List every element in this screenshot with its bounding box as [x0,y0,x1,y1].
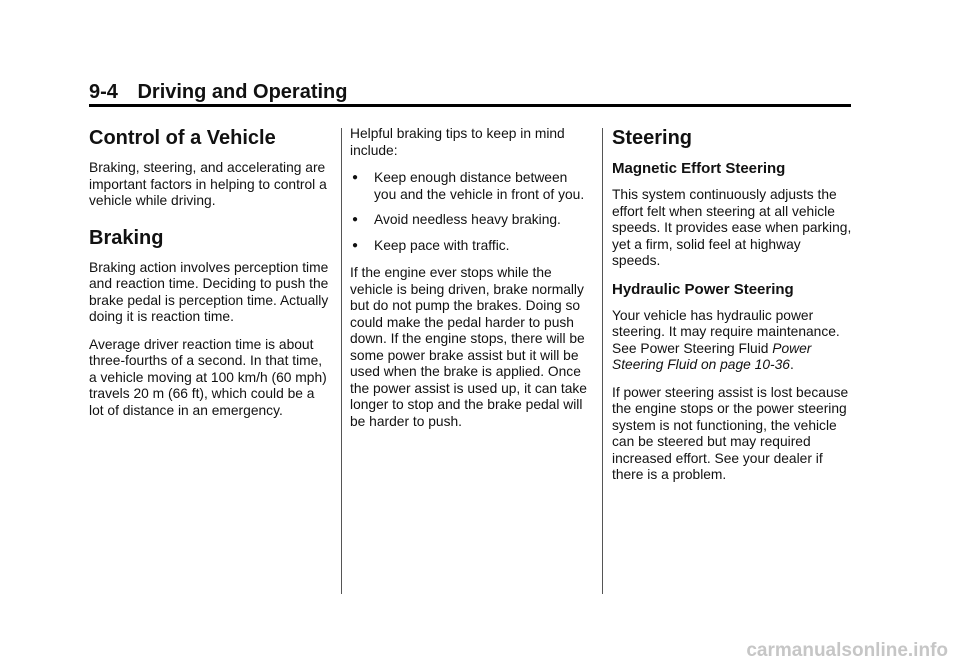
bullet-icon: ● [352,172,359,183]
page-header [89,80,348,104]
subheading-hydraulic-power-steering: Hydraulic Power Steering [612,280,794,298]
subheading-magnetic-effort-steering: Magnetic Effort Steering [612,160,786,177]
braking-tips-list [350,170,590,254]
paragraph-magnetic: This system continuously adjusts the effort felt when steering at all vehicle speeds. It provides ease when parking, yet a firm, solid feel at highway speeds. [612,187,852,268]
list-item [350,212,590,229]
list-item-text: Avoid needless heavy braking. [374,212,561,227]
bullet-icon: ● [352,239,359,251]
column-divider-2 [602,128,603,594]
paragraph-braking-1: Braking action involves perception time and reaction time. Deciding to push the brake pedal is perception time. Actually doing it is reaction time. [89,259,329,324]
paragraph-control: Braking, steering, and accelerating are important factors in helping to control a vehicle while driving. [89,160,327,208]
section-title: Driving and Operating [137,81,348,103]
column-2 [350,126,590,441]
list-item [350,170,590,203]
column-1 [89,126,329,430]
heading-steering: Steering [612,127,693,149]
list-item-text: Keep pace with traffic. [374,237,510,253]
paragraph-hydraulic-end: . [789,357,794,372]
paragraph-hydraulic [612,308,852,374]
paragraph-hydraulic-text: Your vehicle has hydraulic power steering. It may require maintenance. See Power Steering Fluid [612,307,840,356]
heading-control-of-vehicle: Control of a Vehicle [89,127,276,149]
list-item [350,238,590,255]
bullet-icon: ● [352,214,359,225]
column-3 [612,126,852,495]
paragraph-engine-stops: If the engine ever stops while the vehicle is being driven, brake normally but do not pump the brakes. Doing so could make the pedal harder to push down. If the engine stops, there will be some power brake assist but it will be used when the brake is applied. Once the power assist is used up, it can take longer to stop and the brake pedal will be harder to push. [350,265,587,429]
paragraph-braking-2: Average driver reaction time is about three-fourths of a second. In that time, a vehicle moving at 100 km/h (60 mph) travels 20 m (66 ft), which could be a lot of distance in an emergency. [89,336,327,418]
list-item-text: Keep enough distance between you and the vehicle in front of you. [374,170,585,202]
heading-braking: Braking [89,226,164,249]
cross-reference-link[interactable]: Power Steering Fluid on page 10-36 [612,340,812,372]
paragraph-assist-lost: If power steering assist is lost because the engine stops or the power steering system is not functioning, the vehicle can be steered but may required increased effort. See your dealer if there is a problem. [612,384,849,482]
header-rule [89,104,851,107]
column-divider-1 [341,128,342,594]
page-number: 9-4 [89,81,118,103]
watermark: carmanualsonline.info [746,640,948,661]
paragraph-braking-tips-intro: Helpful braking tips to keep in mind include: [350,126,565,158]
